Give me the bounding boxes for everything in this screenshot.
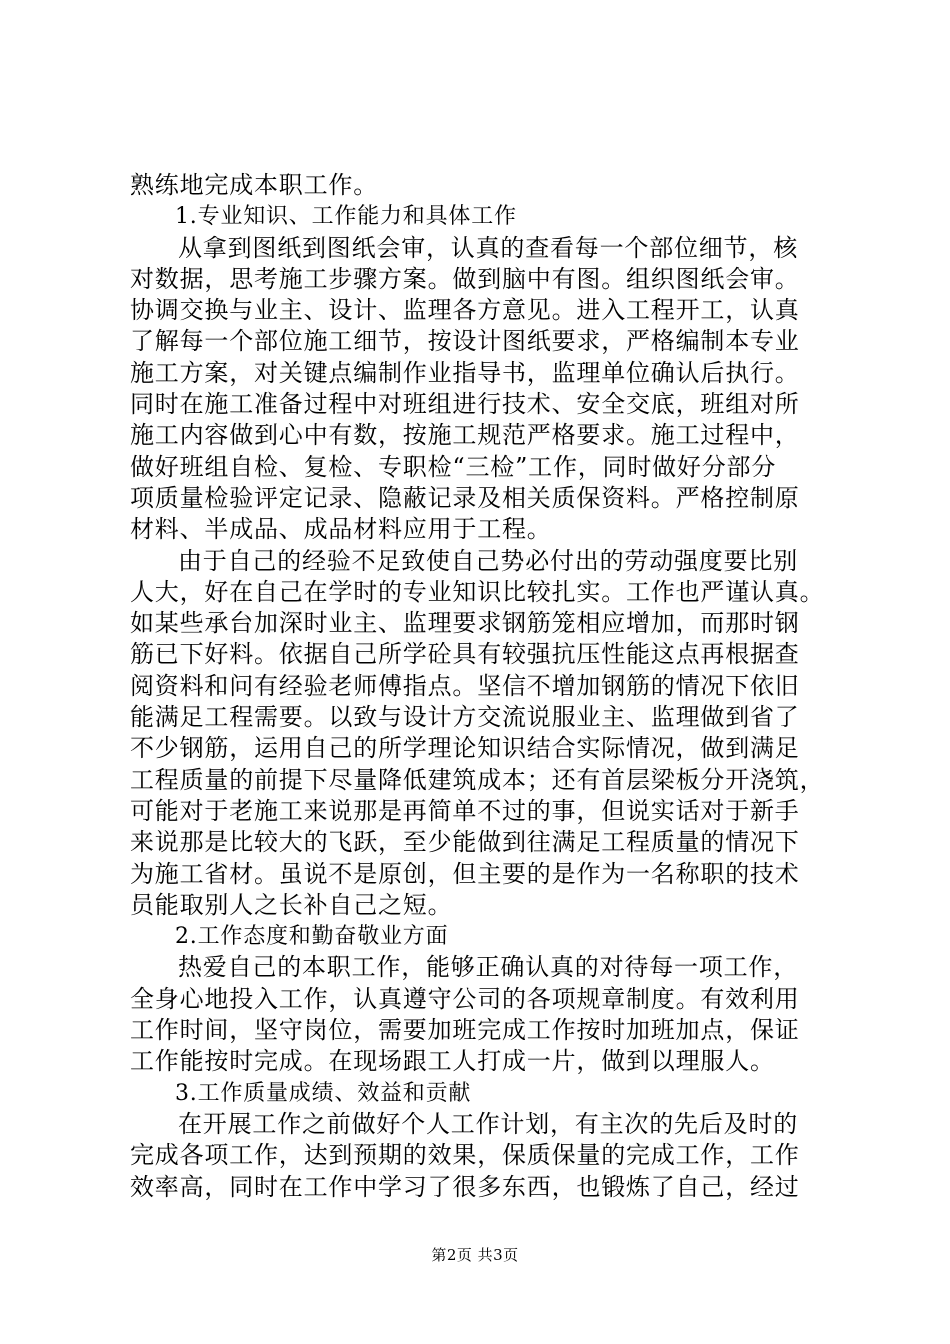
paragraph-line: 工作能按时完成。在现场跟工人打成一片，做到以理服人。 [130,1047,775,1076]
paragraph-line: 可能对于老施工来说那是再简单不过的事，但说实话对于新手 [130,796,800,825]
paragraph-line: 施工方案，对关键点编制作业指导书，监理单位确认后执行。 [130,358,800,387]
paragraph-line: 材料、半成品、成品材料应用于工程。 [130,515,552,544]
paragraph-line: 同时在施工准备过程中对班组进行技术、安全交底，班组对所 [130,390,800,419]
paragraph-line: 全身心地投入工作，认真遵守公司的各项规章制度。有效利用 [130,984,800,1013]
paragraph-line: 热爱自己的本职工作，能够正确认真的对待每一项工作， [178,953,798,982]
paragraph-line: 工程质量的前提下尽量降低建筑成本；还有首层梁板分开浇筑， [130,765,825,794]
paragraph-line: 在开展工作之前做好个人工作计划，有主次的先后及时的 [178,1109,798,1138]
paragraph-line: 完成各项工作，达到预期的效果，保质保量的完成工作，工作 [130,1141,800,1170]
paragraph-line: 人大，好在自己在学时的专业知识比较扎实。工作也严谨认真。 [130,577,825,606]
paragraph-line: 为施工省材。虽说不是原创，但主要的是作为一名称职的技术 [130,859,800,888]
paragraph-line: 不少钢筋，运用自己的所学理论知识结合实际情况，做到满足 [130,734,800,763]
paragraph-line: 工作时间，坚守岗位，需要加班完成工作按时加班加点，保证 [130,1016,800,1045]
paragraph-line: 阅资料和问有经验老师傅指点。坚信不增加钢筋的情况下依旧 [130,671,800,700]
paragraph-line: 能满足工程需要。以致与设计方交流说服业主、监理做到省了 [130,703,800,732]
paragraph-line: 来说那是比较大的飞跃，至少能做到往满足工程质量的情况下 [130,828,800,857]
paragraph-line: 熟练地完成本职工作。 [130,171,378,199]
document-body [130,170,830,1203]
page-number-footer: 第2页 共3页 [431,1246,519,1264]
paragraph-line: 效率高，同时在工作中学习了很多东西，也锻炼了自己，经过 [130,1172,800,1201]
paragraph-line: 了解每一个部位施工细节，按设计图纸要求，严格编制本专业 [130,327,800,356]
paragraph-line: 筋已下好料。依据自己所学砼具有较强抗压性能这点再根据查 [130,640,800,669]
paragraph-line: 员能取别人之长补自己之短。 [130,890,453,919]
paragraph-line: 对数据，思考施工步骤方案。做到脑中有图。组织图纸会审。 [130,264,800,293]
paragraph-line: 施工内容做到心中有数，按施工规范严格要求。施工过程中， [130,421,800,450]
paragraph-line: 协调交换与业主、设计、监理各方意见。进入工程开工，认真 [130,296,800,325]
paragraph-line: 从拿到图纸到图纸会审，认真的查看每一个部位细节，核 [178,233,798,262]
paragraph-line: 由于自己的经验不足致使自己势必付出的劳动强度要比别 [178,546,798,575]
section-heading: 3.工作质量成绩、效益和贡献 [175,1080,472,1106]
paragraph-line: 如某些承台加深时业主、监理要求钢筋笼相应增加，而那时钢 [130,609,800,638]
section-heading: 1.专业知识、工作能力和具体工作 [175,204,517,230]
section-heading: 2.工作态度和勤奋敬业方面 [175,924,449,950]
paragraph-line: 做好班组自检、复检、专职检“三检”工作，同时做好分部分 [130,452,777,481]
paragraph-line: 项质量检验评定记录、隐蔽记录及相关质保资料。严格控制原 [130,483,800,512]
